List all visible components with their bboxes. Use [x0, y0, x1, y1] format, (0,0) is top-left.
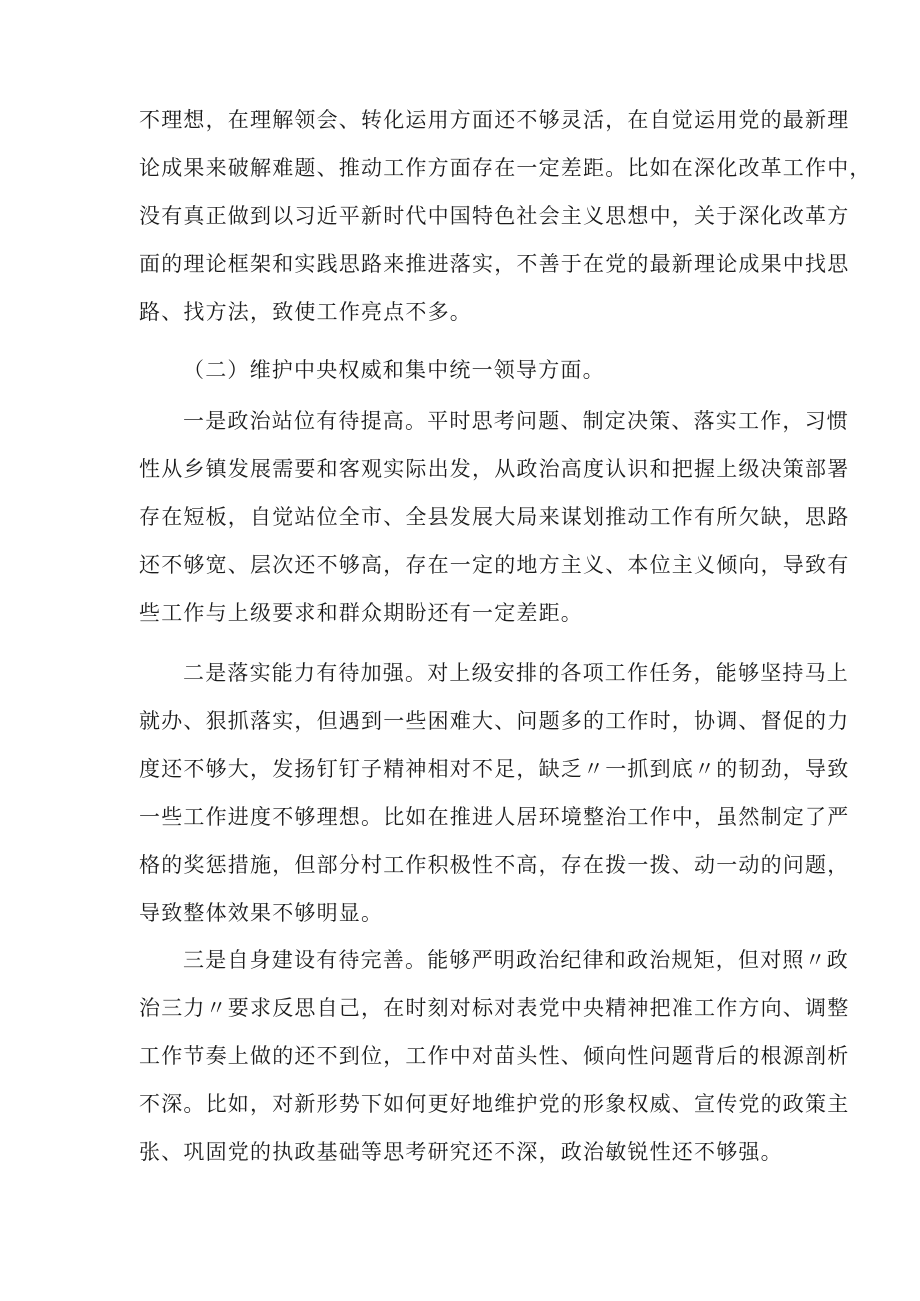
paragraph-political-stance — [139, 397, 850, 637]
text-line: 还不够宽、层次还不够高，存在一定的地方主义、本位主义倾向，导致有 — [139, 553, 850, 577]
text-line: 就办、狠抓落实，但遇到一些困难大、问题多的工作时，协调、督促的力 — [139, 709, 850, 733]
text-line: 治三力〃要求反思自己，在时刻对标对表党中央精神把准工作方向、调整 — [139, 996, 850, 1020]
text-line: 论成果来破解难题、推动工作方面存在一定差距。比如在深化改革工作中， — [139, 156, 872, 180]
text-line: 存在短板，自觉站位全市、全县发展大局来谋划推动工作有所欠缺，思路 — [139, 505, 850, 529]
text-line: 工作节奏上做的还不到位，工作中对苗头性、倾向性问题背后的根源剖析 — [139, 1044, 850, 1068]
text-line: 路、找方法，致使工作亮点不多。 — [139, 300, 472, 324]
paragraph-theory-application — [139, 96, 872, 336]
section-heading-central-authority — [139, 346, 789, 394]
text-line: 格的奖惩措施，但部分村工作积极性不高，存在拨一拨、动一动的问题， — [139, 853, 850, 877]
paragraph-self-construction — [139, 936, 850, 1176]
text-line: 不理想，在理解领会、转化运用方面还不够灵活，在自觉运用党的最新理 — [139, 108, 850, 132]
section-heading: （二）维护中央权威和集中统一领导方面。 — [183, 358, 605, 382]
text-line: 导致整体效果不够明显。 — [139, 901, 384, 925]
paragraph-implementation-ability — [139, 649, 850, 937]
text-line: 性从乡镇发展需要和客观实际出发，从政治高度认识和把握上级决策部署 — [139, 457, 850, 481]
text-line: 二是落实能力有待加强。对上级安排的各项工作任务，能够坚持马上 — [183, 661, 849, 685]
text-line: 一是政治站位有待提高。平时思考问题、制定决策、落实工作，习惯 — [183, 409, 849, 433]
text-line: 不深。比如，对新形势下如何更好地维护党的形象权威、宣传党的政策主 — [139, 1092, 850, 1116]
text-line: 张、巩固党的执政基础等思考研究还不深，政治敏锐性还不够强。 — [139, 1140, 783, 1164]
text-line: 度还不够大，发扬钉钉子精神相对不足，缺乏〃一抓到底〃的韧劲，导致 — [139, 757, 850, 781]
text-line: 没有真正做到以习近平新时代中国特色社会主义思想中，关于深化改革方 — [139, 204, 850, 228]
text-line: 面的理论框架和实践思路来推进落实，不善于在党的最新理论成果中找思 — [139, 252, 850, 276]
text-line: 一些工作进度不够理想。比如在推进人居环境整治工作中，虽然制定了严 — [139, 805, 850, 829]
text-line: 三是自身建设有待完善。能够严明政治纪律和政治规矩，但对照〃政 — [183, 948, 849, 972]
text-line: 些工作与上级要求和群众期盼还有一定差距。 — [139, 601, 583, 625]
